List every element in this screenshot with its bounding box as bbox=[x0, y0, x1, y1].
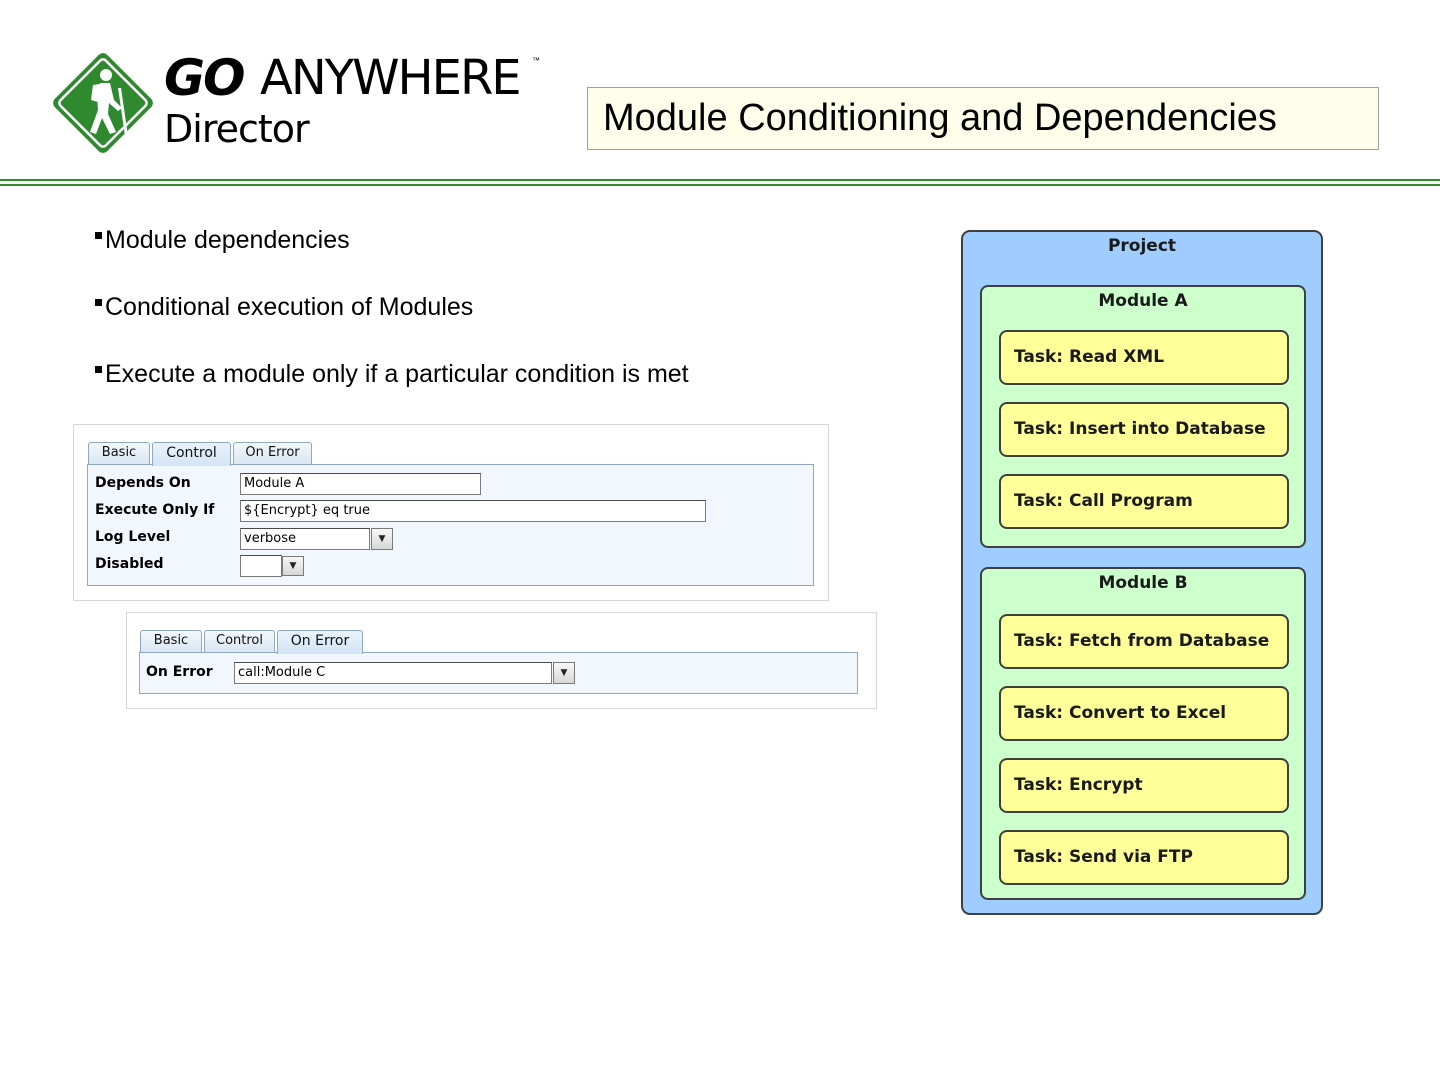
tab-control[interactable]: Control bbox=[204, 630, 275, 652]
task-box: Task: Insert into Database bbox=[999, 402, 1289, 457]
depends-on-input[interactable]: Module A bbox=[240, 473, 481, 495]
page-title: Module Conditioning and Dependencies bbox=[587, 87, 1379, 150]
on-error-select[interactable]: call:Module C bbox=[234, 662, 552, 684]
depends-on-label: Depends On bbox=[95, 475, 191, 491]
header-divider bbox=[0, 179, 1440, 181]
bullet-item bbox=[92, 224, 689, 291]
execute-only-if-label: Execute Only If bbox=[95, 502, 215, 518]
logo-go-text: GO bbox=[164, 49, 244, 107]
project-container bbox=[961, 230, 1323, 915]
project-label: Project bbox=[1107, 236, 1177, 256]
tab-basic[interactable]: Basic bbox=[88, 442, 150, 464]
tab-on-error[interactable]: On Error bbox=[233, 442, 312, 464]
disabled-label: Disabled bbox=[95, 556, 164, 572]
goanywhere-logo bbox=[48, 48, 548, 158]
logo-trademark: ™ bbox=[532, 56, 540, 65]
control-settings-panel bbox=[73, 424, 829, 601]
execute-only-if-input[interactable]: ${Encrypt} eq true bbox=[240, 500, 706, 522]
logo-director-text: Director bbox=[164, 107, 309, 151]
task-box: Task: Read XML bbox=[999, 330, 1289, 385]
module-label: Module B bbox=[1098, 573, 1188, 593]
logo-anywhere-text: ANYWHERE bbox=[260, 50, 520, 106]
tab-basic[interactable]: Basic bbox=[140, 630, 202, 652]
bullet-text: Module dependencies bbox=[105, 226, 350, 254]
dropdown-arrow-icon[interactable]: ▼ bbox=[371, 528, 393, 550]
bullet-item bbox=[92, 358, 689, 425]
on-error-settings-panel bbox=[126, 612, 877, 709]
header-divider-secondary bbox=[0, 184, 1440, 186]
module-box bbox=[980, 567, 1306, 900]
dropdown-arrow-icon[interactable]: ▼ bbox=[282, 556, 304, 576]
bullet-list bbox=[92, 224, 689, 425]
module-box bbox=[980, 285, 1306, 548]
log-level-select[interactable]: verbose bbox=[240, 528, 370, 550]
log-level-label: Log Level bbox=[95, 529, 171, 545]
dropdown-arrow-icon[interactable]: ▼ bbox=[553, 662, 575, 684]
tab-on-error[interactable]: On Error bbox=[277, 630, 363, 654]
on-error-label: On Error bbox=[146, 664, 213, 680]
task-box: Task: Send via FTP bbox=[999, 830, 1289, 885]
bullet-square-icon bbox=[95, 366, 102, 373]
task-box: Task: Encrypt bbox=[999, 758, 1289, 813]
bullet-square-icon bbox=[95, 299, 102, 306]
bullet-item bbox=[92, 291, 689, 358]
bullet-text: Conditional execution of Modules bbox=[105, 293, 474, 321]
bullet-square-icon bbox=[95, 232, 102, 239]
disabled-select[interactable] bbox=[240, 555, 282, 577]
tab-control[interactable]: Control bbox=[152, 442, 231, 466]
task-box: Task: Call Program bbox=[999, 474, 1289, 529]
bullet-text: Execute a module only if a particular condition is met bbox=[105, 360, 689, 388]
hiker-diamond-icon bbox=[48, 48, 158, 158]
task-box: Task: Convert to Excel bbox=[999, 686, 1289, 741]
module-label: Module A bbox=[1098, 291, 1188, 311]
task-box: Task: Fetch from Database bbox=[999, 614, 1289, 669]
